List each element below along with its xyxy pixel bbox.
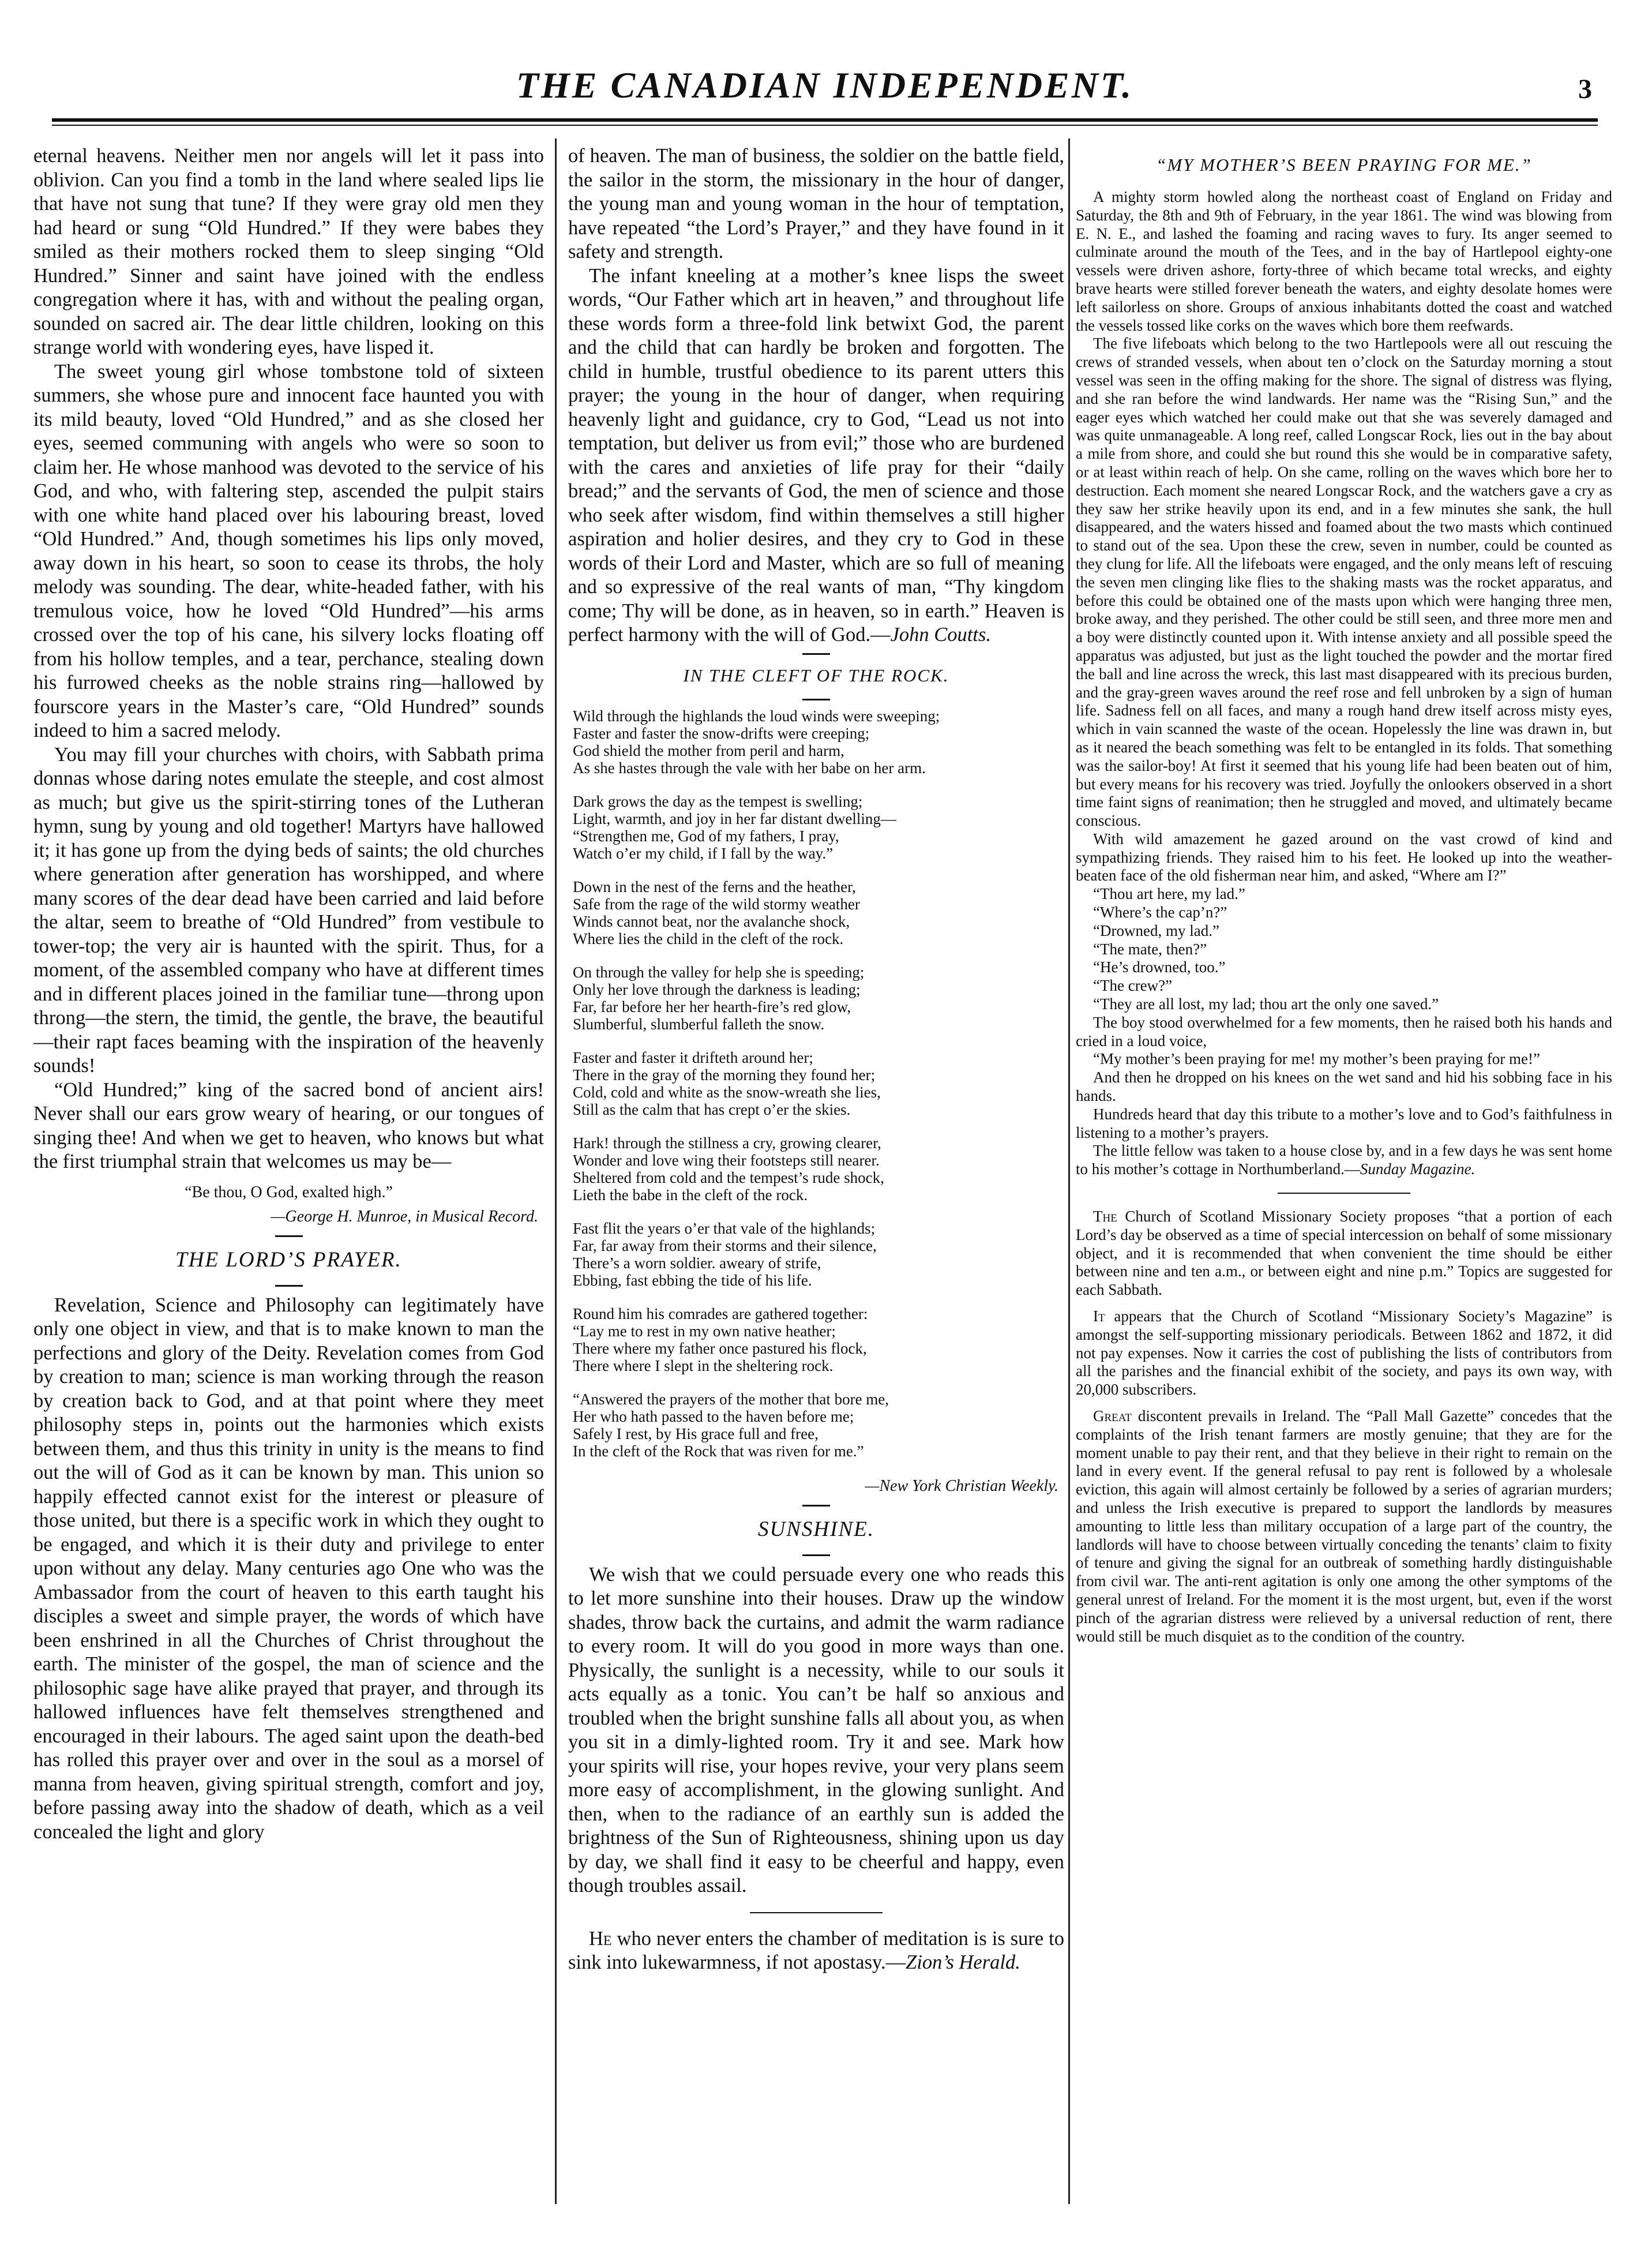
poem-line: Faster and faster it drifteth around her;	[573, 1048, 813, 1066]
poem-line: Far, far before her her hearth-fire’s red glow,	[573, 998, 851, 1015]
section-separator	[1278, 1193, 1410, 1194]
poem-line: Lieth the babe in the cleft of the rock.	[573, 1186, 808, 1204]
poem-stanza	[573, 1391, 1064, 1460]
news-items	[1076, 1208, 1612, 1646]
poem	[568, 707, 1064, 1460]
masthead	[52, 61, 1598, 113]
dialogue-line: “The crew?”	[1093, 977, 1173, 995]
poem-stanza	[573, 707, 1064, 777]
poem-line: Wild through the highlands the loud winds were sweeping;	[573, 707, 940, 725]
lords-prayer-heading: THE LORD’S PRAYER.	[175, 1247, 402, 1272]
news-item	[1076, 1307, 1612, 1399]
hymn-quote: “Be thou, O God, exalted high.”	[185, 1183, 393, 1201]
poem-stanza	[573, 793, 1064, 862]
sunshine-heading: SUNSHINE.	[758, 1517, 874, 1541]
article-paragraph: With wild amazement he gazed around on the vast crowd of kind and sympathizing friends. They raised him to his feet. He looked up into the weather-beaten face of the old fisherman near him, and asked, “Where am I?”	[1076, 830, 1612, 885]
article-paragraph: of heaven. The man of business, the soldier on the battle field, the sailor in the storm, the missionary in the hour of danger, the young man and young woman in the hour of temptation, have repeated “the Lord’s Prayer,” and they have found in it safety and strength.	[568, 145, 1064, 263]
article-paragraph: We wish that we could persuade every one who reads this to let more sunshine into their houses. Draw up the window shades, throw back the curtains, and admit the warm radiance to every room. It will do you good in more ways than one. Physically, the sunlight is a necessity, while to our souls it acts equally as a tonic. You can’t be half so anxious and troubled when the bright sunshine falls all about you, as when you sit in a dimly-lighted room. Try it and see. Mark how your spirits will rise, your hopes revive, your very plans seem more easy of accomplishment, in the glowing sunlight. And then, when to the radiance of an earthly sun is added the brightness of the Sun of Righteousness, shining upon us day by day, we shall find it easy to be cheerful and happy, even though troubles assail.	[568, 1563, 1064, 1897]
section-separator	[802, 1505, 830, 1507]
page-number: 3	[1578, 74, 1592, 104]
mother-heading: “MY MOTHER’S BEEN PRAYING FOR ME.”	[1156, 155, 1532, 175]
column-3	[1076, 144, 1612, 2198]
poem-line: As she hastes through the vale with her babe on her arm.	[573, 759, 926, 777]
poem-stanza	[573, 1305, 1064, 1374]
cleft-heading: IN THE CLEFT OF THE ROCK.	[683, 665, 949, 685]
article-credit: Sunday Magazine.	[1360, 1160, 1475, 1178]
poem-line: Cold, cold and white as the snow-wreath she lies,	[573, 1083, 881, 1101]
header-rule-thin	[52, 125, 1598, 126]
poem-line: Down in the nest of the ferns and the heather,	[573, 878, 856, 895]
poem-line: God shield the mother from peril and harm,	[573, 741, 844, 759]
poem-line: Round him his comrades are gathered together:	[573, 1305, 868, 1322]
dialogue-line: “Where’s the cap’n?”	[1093, 904, 1227, 921]
article-text: The little fellow was taken to a house close by, and in a few days he was sent home to his mother’s cottage in Northumberland.—	[1076, 1142, 1612, 1178]
poem-line: Ebbing, fast ebbing the tide of his life.	[573, 1271, 812, 1289]
dialogue-line: “They are all lost, my lad; thou art the only one saved.”	[1093, 995, 1439, 1013]
section-separator	[750, 1912, 883, 1913]
lead-word: It	[1093, 1307, 1105, 1325]
poem-line: Still as the calm that has crept o’er the skies.	[573, 1100, 851, 1118]
news-item	[1076, 1407, 1612, 1646]
article-text: The infant kneeling at a mother’s knee lisps the sweet words, “Our Father which art in heaven,” and throughout life these words form a three-fold link betwixt God, the parent and the child that can hardly be broken and forgotten. The child in humble, trustful obedience to its parent utters this prayer; the young in the hour of danger, when requiring heavenly light and guidance, cry to God, “Lead us not into temptation, but deliver us from evil;” those who are burdened with the cares and anxieties of life pray for their “daily bread;” and the servants of God, the men of science and those who seek after wisdom, find within themselves a still higher aspiration and holier desires, and they cry to God in these words of their Lord and Master, which are so full of meaning and so expressive of the real wants of man, “Thy kingdom come; Thy will be done, as in heaven, so in earth.” Heaven is perfect harmony with the will of God.—	[568, 264, 1064, 646]
column-divider-1	[555, 138, 557, 2204]
poem-line: Winds cannot beat, nor the avalanche shock,	[573, 912, 850, 930]
poem-line: Safe from the rage of the wild stormy weather	[573, 895, 860, 913]
column-2	[568, 144, 1064, 2198]
poem-stanza	[573, 964, 1064, 1033]
poem-line: There where I slept in the sheltering rock.	[573, 1356, 833, 1374]
poem-line: On through the valley for help she is speeding;	[573, 963, 865, 981]
article-credit: —George H. Munroe, in Musical Record.	[271, 1207, 538, 1226]
poem-line: Only her love through the darkness is leading;	[573, 980, 861, 998]
lead-word: Great	[1093, 1407, 1132, 1425]
header-rule-thick	[52, 118, 1598, 122]
newspaper-title: THE CANADIAN INDEPENDENT.	[516, 65, 1134, 106]
article-paragraph: The boy stood overwhelmed for a few moments, then he raised both his hands and cried in a loud voice,	[1076, 1013, 1612, 1050]
dialogue-line: “The mate, then?”	[1093, 940, 1207, 958]
poem-line: Sheltered from cold and the tempest’s rude shock,	[573, 1168, 884, 1186]
column-divider-2	[1068, 138, 1070, 2204]
poem-line: “Lay me to rest in my own native heather;	[573, 1322, 836, 1340]
dialogue-line: “Thou art here, my lad.”	[1093, 885, 1245, 903]
poem-line: There’s a worn soldier. aweary of strife,	[573, 1254, 821, 1272]
poem-line: There where my father once pastured his flock,	[573, 1339, 867, 1357]
poem-line: Hark! through the stillness a cry, growing clearer,	[573, 1134, 881, 1152]
dialogue-line: “Drowned, my lad.”	[1093, 921, 1219, 939]
article-paragraph	[568, 1927, 1064, 1975]
poem-line: Wonder and love wing their footsteps still nearer.	[573, 1151, 880, 1169]
article-author: John Coutts.	[890, 624, 991, 646]
section-separator	[802, 1554, 830, 1556]
poem-line: Dark grows the day as the tempest is swelling;	[573, 792, 863, 810]
dialogue	[1076, 885, 1612, 1014]
poem-line: Fast flit the years o’er that vale of the highlands;	[573, 1219, 876, 1237]
article-credit: Zion’s Herald.	[906, 1951, 1020, 1973]
article-paragraph	[568, 264, 1064, 647]
column-1	[33, 144, 544, 2198]
news-item-text: discontent prevails in Ireland. The “Pall Mall Gazette” concedes that the complaints of the Irish tenant farmers are mostly genuine; that they are for the moment unable to pay their rent, and that they believe in their right to remain on the land in every event. If the general refusal to pay rent is followed by a wholesale eviction, this again will almost certainly be followed by a series of agrarian murders; and unless the Irish executive is prepared to support the landlords by measures amounting to little less than military occupation of a large part of the country, the landlords will have to choose between virtually conceding the tenants’ claim to fixity of tenure and giving the signal for an outbreak of something hardly distinguishable from civil war. The anti-rent agitation is only one among the other symptoms of the general unrest of Ireland. For the moment it is the most urgent, but, even if the worst pinch of the agrarian distress were relieved by a universal reduction of rent, there would still be much disquiet as to the condition of the country.	[1076, 1407, 1612, 1645]
section-separator	[275, 1285, 303, 1287]
old-hundred-article	[33, 144, 544, 1227]
poem-line: Watch o’er my child, if I fall by the way.”	[573, 844, 833, 862]
section-separator	[802, 699, 830, 700]
article-paragraph: “My mother’s been praying for me! my mother’s been praying for me!”	[1093, 1050, 1541, 1068]
news-item-text: Church of Scotland Missionary Society proposes “that a portion of each Lord’s day be observed as a time of special intercession on behalf of some missionary object, and it is recommended that when convenient the time should be either between nine and ten a.m., or between eight and nine p.m.” Topics are suggested for each Sabbath.	[1076, 1208, 1612, 1299]
poem-line: “Answered the prayers of the mother that bore me,	[573, 1390, 889, 1408]
article-paragraph: And then he dropped on his knees on the wet sand and hid his sobbing face in his hands.	[1076, 1069, 1612, 1105]
article-paragraph: A mighty storm howled along the northeast coast of England on Friday and Saturday, the 8th and 9th of February, in the year 1861. The wind was blowing from E. N. E., and lashed the foaming and racing waves to fury. Its anger seemed to culminate around the mouth of the Tees, and in the bay of Hartlepool eighty-one vessels were driven ashore, forty-three of which became total wrecks, and eighty brave hearts were stilled forever beneath the waters, and eighty desolate homes were left sailorless on shore. Groups of anxious inhabitants dotted the coast and watched the vessels tossed like corks on the waves which bore them reefwards.	[1076, 188, 1612, 334]
article-paragraph: You may fill your churches with choirs, with Sabbath prima donnas whose daring notes emulate the steeple, and cost almost as much; but give us the spirit-stirring tones of the Lutheran hymn, sung by young and old together! Martyrs have hallowed it; it has gone up from the dying beds of saints; the old churches where generation after generation has worshipped, and where many scores of the dear dead have been carried and laid before the altar, seem to breathe of “Old Hundred” from vestibule to tower-top; the very air is haunted with the spirit. Thus, for a moment, of the assembled company who have at different times and in different places joined in the familiar tune—throng upon throng—the stern, the timid, the gentle, the brave, the beautiful—their rapt faces beaming with the inspiration of the heavenly sounds!	[33, 743, 544, 1077]
poem-line: In the cleft of the Rock that was riven for me.”	[573, 1442, 864, 1460]
dialogue-line: “He’s drowned, too.”	[1093, 958, 1226, 976]
news-item-text: appears that the Church of Scotland “Missionary Society’s Magazine” is amongst the self-supporting missionary periodicals. Between 1862 and 1872, it did not pay expenses. Now it carries the cost of publishing the lists of contributors from all the parishes and the financial exhibit of the society, and pays its own way, with 20,000 subscribers.	[1076, 1307, 1612, 1399]
poem-line: “Strengthen me, God of my fathers, I pray,	[573, 827, 839, 845]
article-paragraph: The five lifeboats which belong to the two Hartlepools were all out rescuing the crews of stranded vessels, when about ten o’clock on the Saturday morning a stout vessel was seen in the offing making for the shore. The signal of distress was flying, and she ran before the wind landwards. Her name was the “Rising Sun,” and the eager eyes which watched her could make out that she was severely damaged and was quite unmanageable. A long reef, called Longscar Rock, lies out in the bay about a mile from shore, and could she but round this she would be in comparative safety, or at least within reach of help. On she came, rolling on the waves which bore her to destruction. Each moment she neared Longscar Rock, and the watchers gave a cry as they saw her strike heavily upon its end, and in a few minutes she sank, the hull disappeared, and the waters hissed and foamed about the two masts which continued to stand out of the sea. Upon these the crew, seven in number, could be counted as they clung for life. All the lifeboats were engaged, and the only means left of rescuing the seven men clinging like flies to the shaking masts was the rocket apparatus, and before this could be obtained one of the masts upon which were hanging three men, broke away, and they perished. The other could be still seen, and three more men and a boy were distinctly counted upon it. With intense anxiety and all possible speed the apparatus was adjusted, but just as the light touched the powder and the mortar fired the ball and line across the wreck, this last mast disappeared with its precious burden, and the gray-green waves around the reef rose and fell unbroken by a sign of human life. Sadness fell on all faces, and many a rough hand drew itself across misty eyes, which in vain scanned the waste of the ocean. Hopelessly the line was drawn in, but as it neared the beach something was felt to be entangled in its folds. That something was the sailor-boy! At first it seemed that his young life had been beaten out of him, but every means for his recovery was tried. Joyfully the onlookers observed in a short time faint signs of reanimation; then he struggled and moved, and ultimately became conscious.	[1076, 335, 1612, 830]
poem-stanza	[573, 1049, 1064, 1118]
article-paragraph: “Old Hundred;” king of the sacred bond of ancient airs! Never shall our ears grow weary of hearing, or our tongues of singing thee! And when we get to heaven, who knows but what the first triumphal strain that welcomes us may be—	[33, 1078, 544, 1172]
poem-line: Faster and faster the snow-drifts were creeping;	[573, 724, 870, 742]
article-text: who never enters the chamber of meditation is is sure to sink into lukewarmness, if not apostasy.—	[568, 1927, 1064, 1973]
article-paragraph	[1076, 1142, 1612, 1179]
article-paragraph: The sweet young girl whose tombstone told of sixteen summers, she whose pure and innocent face haunted you with its mild beauty, loved “Old Hundred,” and as she closed her eyes, seemed communing with angels who were so soon to claim her. He whose manhood was devoted to the service of his God, and who, with faltering step, ascended the pulpit stairs with one white hand placed over his labouring breast, loved “Old Hundred.” And, though sometimes his lips only moved, away down in his heart, so soon to cease its throbs, the holy melody was sounding. The dear, white-headed father, with his tremulous voice, how he loved “Old Hundred”—his arms crossed over the top of his cane, his silvery locks floating off from his hollow temples, and a tear, perchance, stealing down his furrowed cheeks as the noble strains ring—hallowed by fourscore years in the Master’s care, “Old Hundred” sounds indeed to him a sacred melody.	[33, 360, 544, 741]
poem-credit: —New York Christian Weekly.	[865, 1476, 1058, 1495]
poem-line: There in the gray of the morning they found her;	[573, 1066, 876, 1084]
poem-stanza	[573, 1134, 1064, 1204]
poem-line: Where lies the child in the cleft of the rock.	[573, 930, 844, 947]
poem-line: Her who hath passed to the haven before me;	[573, 1407, 854, 1425]
poem-line: Far, far away from their storms and their silence,	[573, 1236, 877, 1254]
section-separator	[802, 653, 830, 655]
news-item	[1076, 1208, 1612, 1299]
section-separator	[275, 1235, 303, 1237]
poem-stanza	[573, 878, 1064, 947]
poem-line: Safely I rest, by His grace full and free,	[573, 1425, 819, 1442]
lead-word: He	[589, 1927, 612, 1950]
article-paragraph: Hundreds heard that day this tribute to a mother’s love and to God’s faithfulness in listening to a mother’s prayers.	[1076, 1105, 1612, 1141]
poem-line: Light, warmth, and joy in her far distant dwelling—	[573, 810, 896, 827]
article-paragraph: Revelation, Science and Philosophy can legitimately have only one object in view, and that is to make known to man the perfections and glory of the Deity. Revelation comes from God by creation to man; science is man working through the reason by creation back to God, and at that point where they meet philosophy steps in, points out the harmonies which exists between them, and thus this trinity in unity is the means to find out the will of God as it can be known by man. This union so happily effected cannot exist for the interest or pleasure of those united, but there is a specific work in which they ought to be engaged, and which it is their duty and privilege to enter upon without any delay. Many centuries ago One who was the Ambassador from the court of heaven to this earth taught his disciples a sweet and simple prayer, the words of which have been enshrined in all the Churches of Christ throughout the earth. The minister of the gospel, the man of science and the philosophic sage have alike prayed that prayer, and through its hallowed influences have felt themselves strengthened and encouraged in their labours. The aged saint upon the death-bed has rolled this prayer over and over in the soul as a morsel of manna from heaven, giving spiritual strength, comfort and joy, before passing away into the shadow of death, which as a veil concealed the light and glory	[33, 1294, 544, 1843]
article-paragraph: eternal heavens. Neither men nor angels will let it pass into oblivion. Can you find a tomb in the land where sealed lips lie that have not sung that tune? If they were gray old men they had heard or sung “Old Hundred.” If they were babes they smiled as their mothers rocked them to sleep singing “Old Hundred.” Sinner and saint have joined with the endless congregation where it has, with and without the pealing organ, sounded on sacred air. The dear little children, looking on this strange world with wondering eyes, have lisped it.	[33, 145, 544, 358]
lead-word: The	[1093, 1208, 1117, 1226]
poem-stanza	[573, 1220, 1064, 1289]
poem-line: Slumberful, slumberful falleth the snow.	[573, 1015, 825, 1033]
